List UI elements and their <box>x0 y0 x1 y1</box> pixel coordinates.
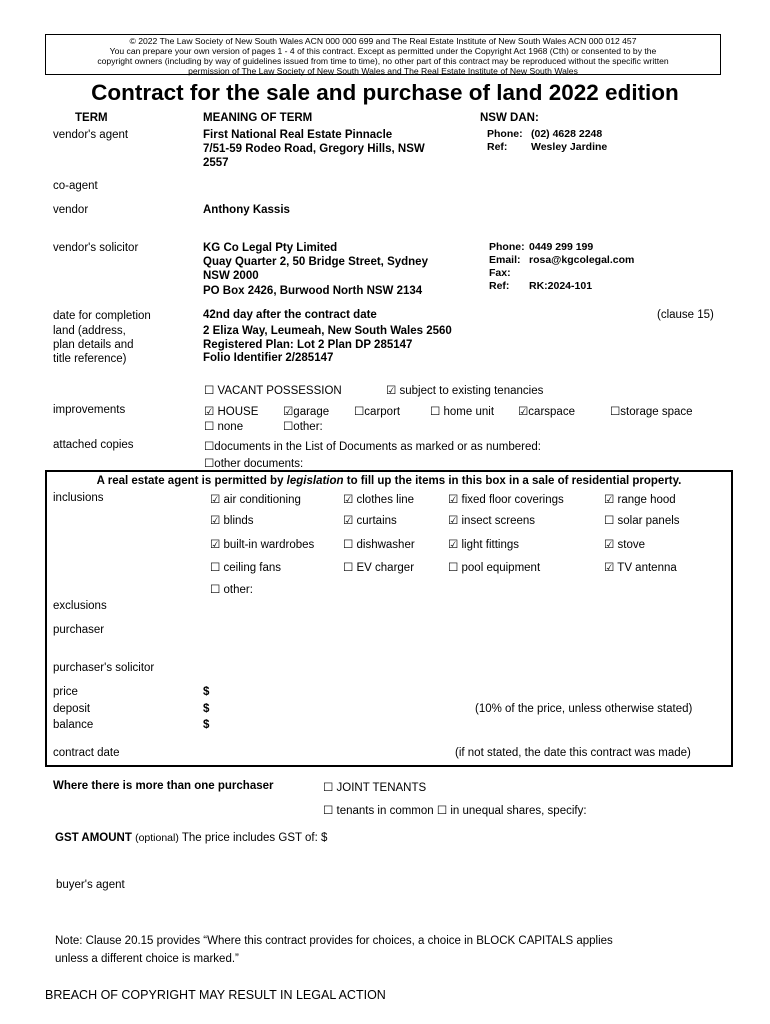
range-hood-checkbox[interactable]: ☑ range hood <box>604 494 676 506</box>
copyright-notice <box>45 34 721 75</box>
inclusions-label: inclusions <box>53 492 104 504</box>
contract-date-label: contract date <box>53 747 120 759</box>
joint-tenants-checkbox[interactable]: ☐ JOINT TENANTS <box>323 782 427 794</box>
vendors-agent-postcode: 2557 <box>203 157 229 169</box>
solicitor-address: Quay Quarter 2, 50 Bridge Street, Sydney <box>203 256 428 268</box>
ev-charger-checkbox[interactable]: ☐ EV charger <box>343 562 415 574</box>
vendors-agent-ref: Wesley Jardine <box>531 141 608 153</box>
vacant-possession-checkbox[interactable]: ☐ VACANT POSSESSION <box>204 385 342 397</box>
dishwasher-checkbox[interactable]: ☐ dishwasher <box>343 539 415 551</box>
deposit-note: (10% of the price, unless otherwise stated) <box>475 703 693 715</box>
pool-equipment-checkbox[interactable]: ☐ pool equipment <box>448 562 541 574</box>
note-line: Note: Clause 20.15 provides “Where this contract provides for choices, a choice in BLOCK CAPITALS applies <box>55 935 613 947</box>
price-label: price <box>53 686 78 698</box>
solicitor-phone-label: Phone: <box>489 241 525 253</box>
vendors-agent-address: 7/51-59 Rodeo Road, Gregory Hills, NSW <box>203 143 425 155</box>
completion-label: date for completion <box>53 310 151 322</box>
solicitor-ref: RK:2024-101 <box>529 280 593 292</box>
solicitor-po-box: PO Box 2426, Burwood North NSW 2134 <box>203 285 423 297</box>
tv-antenna-checkbox[interactable]: ☑ TV antenna <box>604 562 677 574</box>
gst-text: The price includes GST of: $ <box>181 832 328 844</box>
garage-checkbox[interactable]: ☑garage <box>283 406 330 418</box>
contract-date-note: (if not stated, the date this contract was made) <box>455 747 691 759</box>
documents-list-checkbox[interactable]: ☐documents in the List of Documents as marked or as numbered: <box>204 441 541 453</box>
other-improvement-checkbox[interactable]: ☐other: <box>283 421 323 433</box>
gst-optional: (optional) <box>135 832 179 844</box>
land-label-1: land (address, <box>53 325 126 337</box>
other-inclusion-checkbox[interactable]: ☐ other: <box>210 584 253 596</box>
solar-panels-checkbox[interactable]: ☐ solar panels <box>604 515 680 527</box>
solicitor-email: rosa@kgcolegal.com <box>529 254 635 266</box>
copyright-line: You can prepare your own version of pages 1 - 4 of this contract. Except as permitted under the Copyright Act 1968 (Cth) or consented to by the <box>109 46 657 56</box>
vendors-agent-name: First National Real Estate Pinnacle <box>203 129 393 141</box>
stove-checkbox[interactable]: ☑ stove <box>604 539 645 551</box>
built-in-wardrobes-checkbox[interactable]: ☑ built-in wardrobes <box>210 539 315 551</box>
blinds-checkbox[interactable]: ☑ blinds <box>210 515 254 527</box>
clothes-line-checkbox[interactable]: ☑ clothes line <box>343 494 415 506</box>
vendors-agent-ref-label: Ref: <box>487 141 508 153</box>
land-address: 2 Eliza Way, Leumeah, New South Wales 2560 <box>203 325 452 337</box>
other-documents-checkbox[interactable]: ☐other documents: <box>204 458 304 470</box>
buyers-agent-label: buyer's agent <box>56 879 125 891</box>
tenants-in-common-checkbox[interactable]: ☐ tenants in common ☐ in unequal shares, specify: <box>323 805 587 817</box>
carport-checkbox[interactable]: ☐carport <box>354 406 401 418</box>
vendors-solicitor-label: vendor's solicitor <box>53 242 139 254</box>
note-line: unless a different choice is marked.” <box>55 953 239 965</box>
header-meaning: MEANING OF TERM <box>203 112 313 124</box>
house-checkbox[interactable]: ☑ HOUSE <box>204 406 259 418</box>
solicitor-phone: 0449 299 199 <box>529 241 594 253</box>
light-fittings-checkbox[interactable]: ☑ light fittings <box>448 539 520 551</box>
land-plan: Registered Plan: Lot 2 Plan DP 285147 <box>203 339 413 351</box>
none-checkbox[interactable]: ☐ none <box>204 421 244 433</box>
air-conditioning-checkbox[interactable]: ☑ air conditioning <box>210 494 301 506</box>
vendors-agent-phone: (02) 4628 2248 <box>531 128 603 140</box>
storage-space-checkbox[interactable]: ☐storage space <box>610 406 693 418</box>
solicitor-ref-label: Ref: <box>489 280 510 292</box>
completion-clause: (clause 15) <box>657 309 714 321</box>
land-folio: Folio Identifier 2/285147 <box>203 352 334 364</box>
home-unit-checkbox[interactable]: ☐ home unit <box>430 406 495 418</box>
ceiling-fans-checkbox[interactable]: ☐ ceiling fans <box>210 562 282 574</box>
curtains-checkbox[interactable]: ☑ curtains <box>343 515 397 527</box>
header-nsw-dan: NSW DAN: <box>480 112 539 124</box>
purchaser-label: purchaser <box>53 624 105 636</box>
co-agent-label: co-agent <box>53 180 98 192</box>
agent-box-heading: A real estate agent is permitted by legislation to fill up the items in this box in a sale of residential property. <box>96 475 682 487</box>
solicitor-email-label: Email: <box>489 254 521 266</box>
fixed-floor-coverings-checkbox[interactable]: ☑ fixed floor coverings <box>448 494 564 506</box>
more-than-one-purchaser-label: Where there is more than one purchaser <box>53 780 274 792</box>
solicitor-firm: KG Co Legal Pty Limited <box>203 242 338 254</box>
vendors-agent-label: vendor's agent <box>53 129 129 141</box>
vendor-name: Anthony Kassis <box>203 204 290 216</box>
solicitor-address-state: NSW 2000 <box>203 270 259 282</box>
exclusions-label: exclusions <box>53 600 107 612</box>
land-label-2: plan details and <box>53 339 134 351</box>
attached-copies-label: attached copies <box>53 439 134 451</box>
header-term: TERM <box>75 112 108 124</box>
existing-tenancies-checkbox[interactable]: ☑ subject to existing tenancies <box>386 385 544 397</box>
deposit-dollar: $ <box>203 703 210 715</box>
solicitor-fax-label: Fax: <box>489 267 511 279</box>
balance-dollar: $ <box>203 719 210 731</box>
note <box>55 932 735 968</box>
improvements-label: improvements <box>53 404 126 416</box>
purchasers-solicitor-label: purchaser's solicitor <box>53 662 155 674</box>
gst-row <box>55 832 327 844</box>
copyright-line: copyright owners (including by way of guidelines issued from time to time), no other part of this contract may be reproduced without the specific written <box>97 56 669 66</box>
land-label-3: title reference) <box>53 353 127 365</box>
balance-label: balance <box>53 719 94 731</box>
price-dollar: $ <box>203 686 210 698</box>
breach-warning: BREACH OF COPYRIGHT MAY RESULT IN LEGAL ACTION <box>45 988 386 1002</box>
copyright-line: permission of The Law Society of New South Wales and The Real Estate Institute of New South Wales <box>188 66 578 76</box>
carspace-checkbox[interactable]: ☑carspace <box>518 406 575 418</box>
page-title: Contract for the sale and purchase of land 2022 edition <box>91 80 679 105</box>
vendor-label: vendor <box>53 204 89 216</box>
insect-screens-checkbox[interactable]: ☑ insect screens <box>448 515 536 527</box>
gst-label: GST AMOUNT <box>55 832 132 844</box>
vendors-agent-phone-label: Phone: <box>487 128 523 140</box>
deposit-label: deposit <box>53 703 91 715</box>
completion-value: 42nd day after the contract date <box>203 309 377 321</box>
copyright-line: © 2022 The Law Society of New South Wales ACN 000 000 699 and The Real Estate Institute of New South Wales ACN 000 012 457 <box>129 36 637 46</box>
